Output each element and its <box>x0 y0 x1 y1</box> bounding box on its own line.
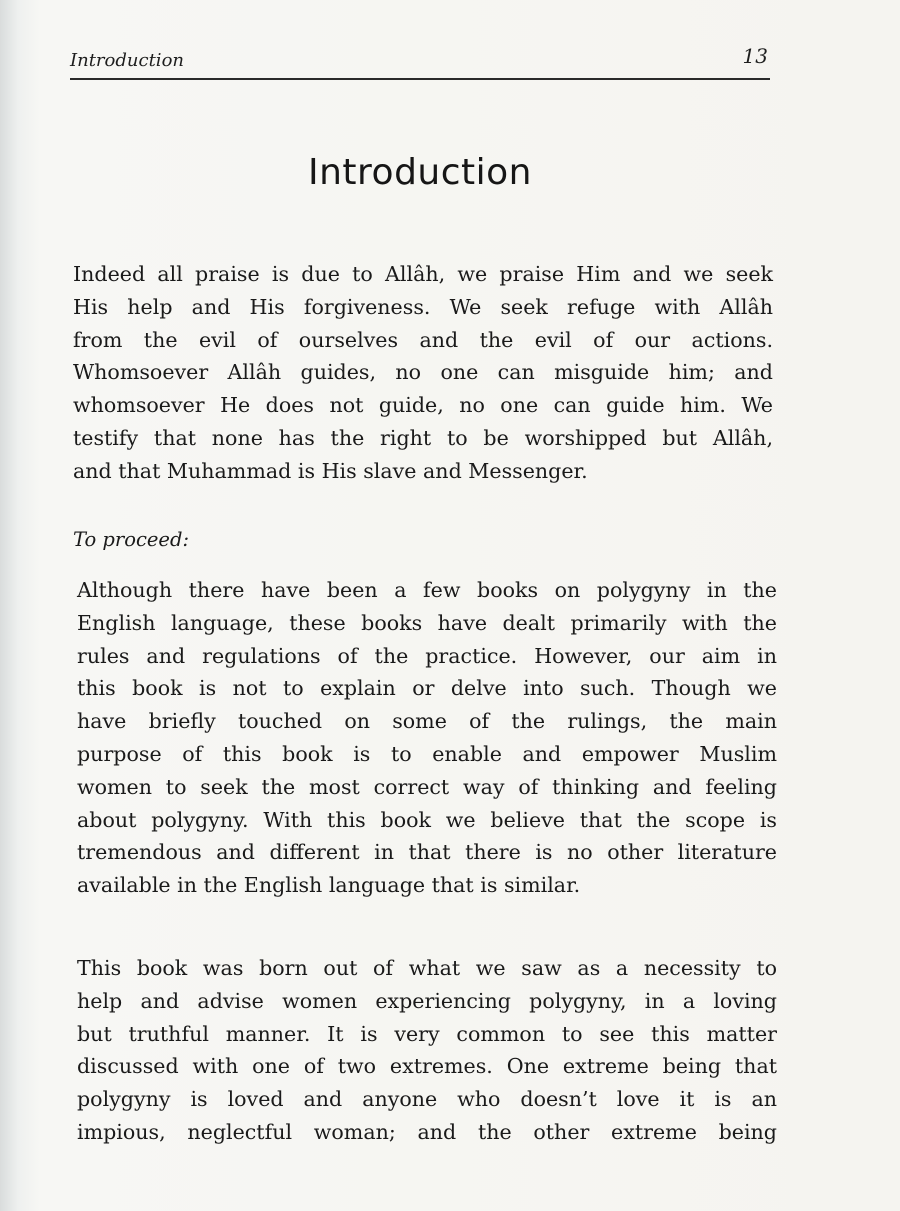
page-number: 13 <box>742 44 768 68</box>
paragraph-praise <box>73 258 773 488</box>
to-proceed-label: To proceed: <box>73 528 190 551</box>
text-line: Although there have been a few books on polygyny in the <box>77 578 777 602</box>
text-line: women to seek the most correct way of thinking and feeling <box>77 774 777 799</box>
text-line: have briefly touched on some of the rulings, the main <box>77 709 777 734</box>
text-line: discussed with one of two extremes. One extreme being that <box>77 1054 777 1079</box>
page-header <box>70 42 770 80</box>
text-line: this book is not to explain or delve into such. Though we <box>77 676 777 701</box>
text-line: testify that none has the right to be worshipped but Allâh, <box>73 425 773 450</box>
text-line: tremendous and different in that there is no other literature <box>77 840 777 865</box>
text-line: help and advise women experiencing polygyny, in a loving <box>77 988 777 1013</box>
text-line: His help and His forgiveness. We seek refuge with Allâh <box>73 294 773 319</box>
text-line: but truthful manner. It is very common to see this matter <box>77 1021 777 1046</box>
text-line: from the evil of ourselves and the evil of our actions. <box>73 327 773 352</box>
text-line: purpose of this book is to enable and empower Muslim <box>77 741 777 766</box>
chapter-title: Introduction <box>307 152 532 193</box>
text-line: Indeed all praise is due to Allâh, we praise Him and we seek <box>73 262 773 286</box>
text-line: impious, neglectful woman; and the other extreme being <box>77 1119 777 1144</box>
text-line: available in the English language that is similar. <box>77 873 581 898</box>
text-line: Whomsoever Allâh guides, no one can misguide him; and <box>73 360 773 385</box>
text-line: polygyny is loved and anyone who doesn’t love it is an <box>77 1087 777 1112</box>
text-line: whomsoever He does not guide, no one can guide him. We <box>73 393 773 418</box>
text-line: rules and regulations of the practice. However, our aim in <box>77 643 777 668</box>
paragraph-necessity <box>77 952 777 1149</box>
text-line: English language, these books have dealt primarily with the <box>77 610 777 635</box>
text-line: about polygyny. With this book we believe that the scope is <box>77 807 777 832</box>
text-line: and that Muhammad is His slave and Messenger. <box>73 458 588 483</box>
running-head: Introduction <box>70 50 184 71</box>
paragraph-purpose <box>77 574 777 902</box>
text-line: This book was born out of what we saw as a necessity to <box>77 956 777 980</box>
